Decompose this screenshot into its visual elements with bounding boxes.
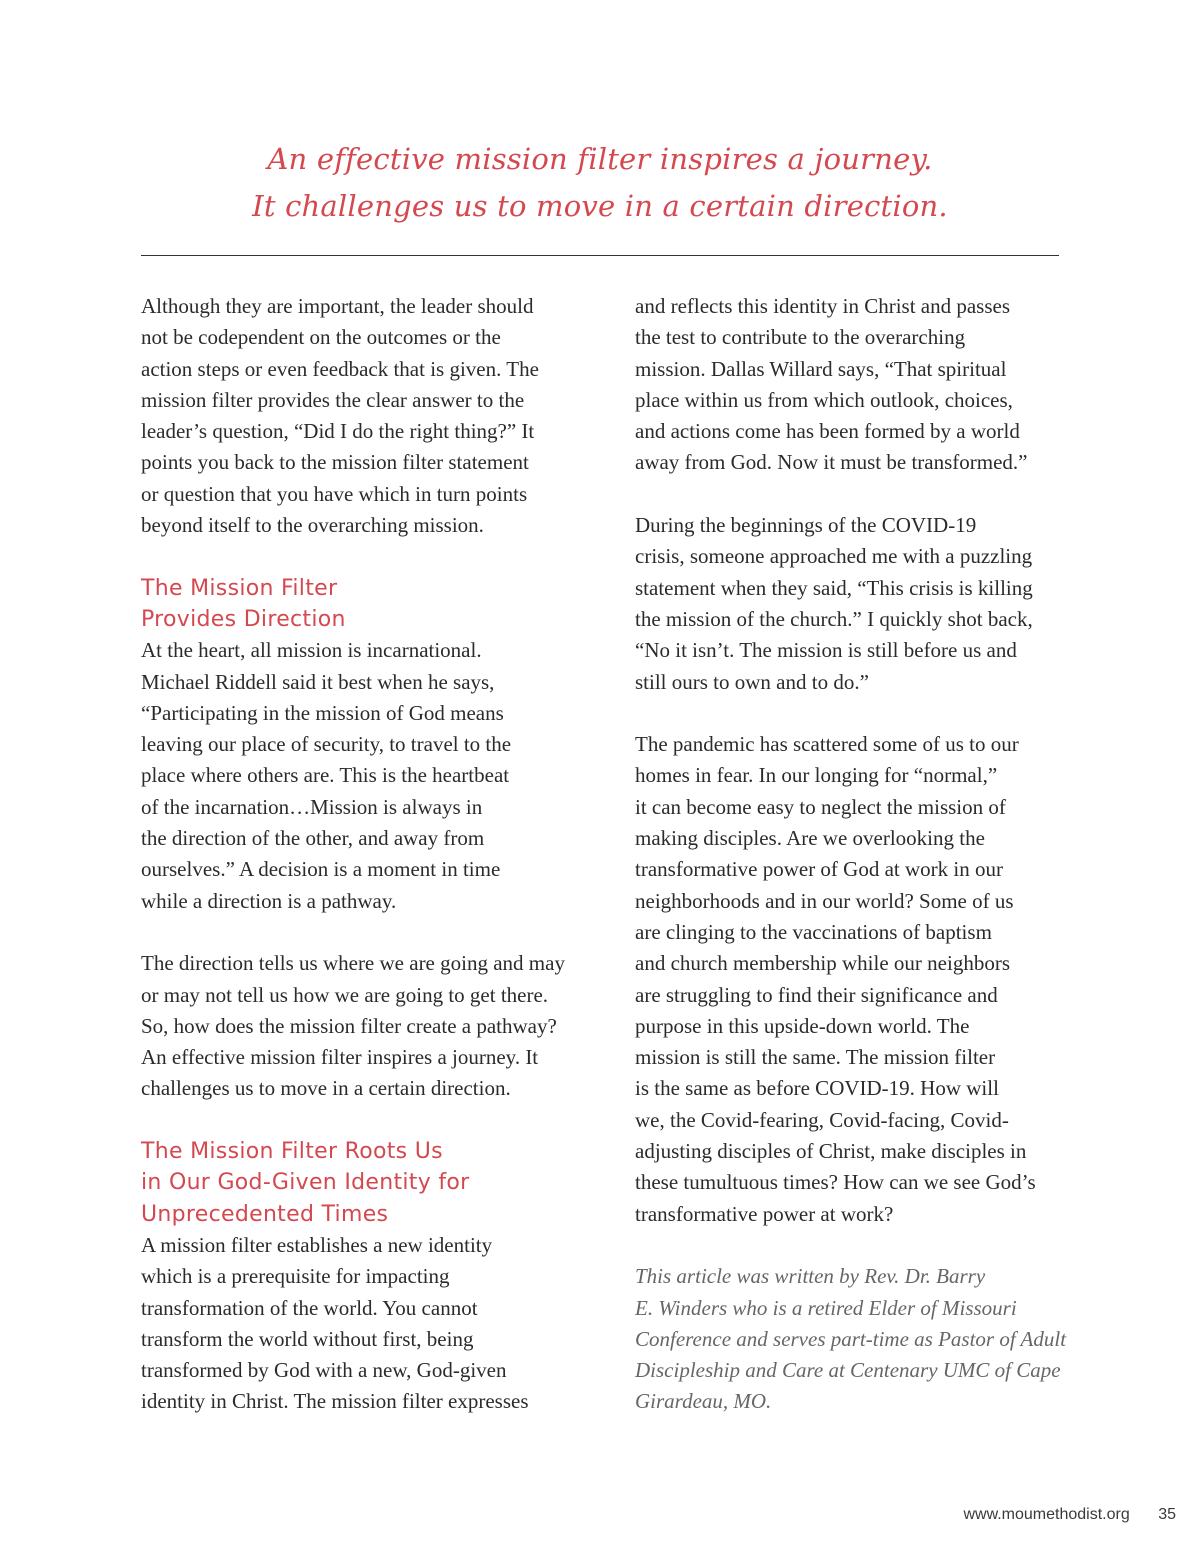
page-number: 35 <box>1158 1506 1176 1523</box>
text-line: transformative power at work? <box>635 1201 894 1226</box>
text-line: and reflects this identity in Christ and passes <box>635 294 1011 318</box>
text-line: the mission of the church.” I quickly shot back, <box>635 606 1033 631</box>
text-line: leader’s question, “Did I do the right thing?” It <box>141 419 535 444</box>
text-line: making disciples. Are we overlooking the <box>635 826 985 851</box>
left-column <box>141 291 571 1418</box>
text-line: not be codependent on the outcomes or the <box>141 325 501 350</box>
text-line: transformative power of God at work in our <box>635 857 1003 882</box>
text-line: adjusting disciples of Christ, make disciples in <box>635 1139 1027 1164</box>
text-line: “Participating in the mission of God means <box>141 700 504 725</box>
section-heading-identity <box>141 1136 571 1230</box>
text-line: beyond itself to the overarching mission. <box>141 513 484 538</box>
heading-line: Unprecedented Times <box>141 1201 389 1227</box>
paragraph-willard <box>635 291 1067 479</box>
text-line: of the incarnation…Mission is always in <box>141 794 483 819</box>
section-heading-direction <box>141 573 571 636</box>
text-line: The direction tells us where we are going and may <box>141 951 565 976</box>
text-line: still ours to own and to do.” <box>635 669 869 694</box>
footer-url: www.moumethodist.org <box>963 1506 1130 1523</box>
text-line: the direction of the other, and away from <box>141 826 485 851</box>
heading-line: Provides Direction <box>141 606 346 632</box>
heading-line: The Mission Filter <box>141 575 338 601</box>
byline-line: Girardeau, MO. <box>635 1389 772 1414</box>
byline-line: E. Winders who is a retired Elder of Missouri <box>635 1295 1017 1320</box>
paragraph-pandemic <box>635 729 1067 1230</box>
text-line: we, the Covid-fearing, Covid-facing, Covid- <box>635 1107 1009 1132</box>
text-line: while a direction is a pathway. <box>141 888 397 913</box>
text-line: Although they are important, the leader should <box>141 294 534 318</box>
text-line: So, how does the mission filter create a pathway? <box>141 1013 557 1038</box>
text-line: and actions come has been formed by a world <box>635 419 1020 444</box>
paragraph-intro <box>141 291 571 541</box>
heading-line: in Our God-Given Identity for <box>141 1170 470 1196</box>
text-line: crisis, someone approached me with a puzzling <box>635 544 1033 569</box>
text-line: is the same as before COVID-19. How will <box>635 1076 999 1101</box>
text-line: “No it isn’t. The mission is still before us and <box>635 638 1017 663</box>
text-line: ourselves.” A decision is a moment in time <box>141 857 501 882</box>
text-line: or may not tell us how we are going to get there. <box>141 982 549 1007</box>
text-line: action steps or even feedback that is given. The <box>141 356 539 381</box>
text-line: During the beginnings of the COVID-19 <box>635 513 977 538</box>
paragraph-covid <box>635 510 1067 698</box>
paragraph-incarnational <box>141 635 571 917</box>
text-line: it can become easy to neglect the mission of <box>635 794 1006 819</box>
text-line: place where others are. This is the heartbeat <box>141 763 510 788</box>
text-line: mission. Dallas Willard says, “That spiritual <box>635 356 1007 381</box>
pull-quote-line: An effective mission filter inspires a journey. <box>267 142 933 176</box>
page-footer <box>963 1506 1176 1524</box>
paragraph-identity <box>141 1230 571 1418</box>
text-line: identity in Christ. The mission filter expresses <box>141 1389 529 1414</box>
text-line: An effective mission filter inspires a journey. It <box>141 1045 539 1070</box>
right-column <box>635 291 1067 1418</box>
text-line: At the heart, all mission is incarnational. <box>141 638 482 663</box>
text-line: leaving our place of security, to travel to the <box>141 732 512 757</box>
byline-line: Conference and serves part-time as Pastor of Adult <box>635 1326 1067 1351</box>
text-line: Michael Riddell said it best when he says, <box>141 669 495 694</box>
author-byline <box>635 1261 1067 1417</box>
text-line: challenges us to move in a certain direction. <box>141 1076 511 1101</box>
text-line: which is a prerequisite for impacting <box>141 1264 450 1289</box>
text-line: homes in fear. In our longing for “normal,” <box>635 763 998 788</box>
text-line: points you back to the mission filter statement <box>141 450 529 475</box>
pull-quote <box>0 136 1200 230</box>
text-line: transformed by God with a new, God-given <box>141 1358 507 1383</box>
text-line: are struggling to find their significance and <box>635 982 998 1007</box>
text-line: or question that you have which in turn points <box>141 481 528 506</box>
text-line: The pandemic has scattered some of us to our <box>635 732 1019 757</box>
text-line: purpose in this upside-down world. The <box>635 1013 970 1038</box>
text-line: these tumultuous times? How can we see God’s <box>635 1170 1036 1195</box>
byline-line: This article was written by Rev. Dr. Barry <box>635 1264 986 1289</box>
text-line: place within us from which outlook, choices, <box>635 387 1013 412</box>
byline-line: Discipleship and Care at Centenary UMC of Cape <box>635 1358 1061 1383</box>
text-line: away from God. Now it must be transformed.” <box>635 450 1028 475</box>
text-line: the test to contribute to the overarching <box>635 325 966 350</box>
text-line: transformation of the world. You cannot <box>141 1295 478 1320</box>
text-line: A mission filter establishes a new identity <box>141 1232 493 1257</box>
heading-line: The Mission Filter Roots Us <box>141 1139 443 1165</box>
text-line: mission is still the same. The mission filter <box>635 1045 996 1070</box>
text-line: mission filter provides the clear answer to the <box>141 387 525 412</box>
divider <box>141 255 1059 256</box>
text-line: statement when they said, “This crisis is killing <box>635 575 1033 600</box>
paragraph-direction <box>141 948 571 1104</box>
text-line: and church membership while our neighbors <box>635 951 1010 976</box>
text-line: neighborhoods and in our world? Some of us <box>635 888 1014 913</box>
text-line: transform the world without first, being <box>141 1326 474 1351</box>
text-line: are clinging to the vaccinations of baptism <box>635 919 992 944</box>
pull-quote-line: It challenges us to move in a certain direction. <box>252 189 948 223</box>
